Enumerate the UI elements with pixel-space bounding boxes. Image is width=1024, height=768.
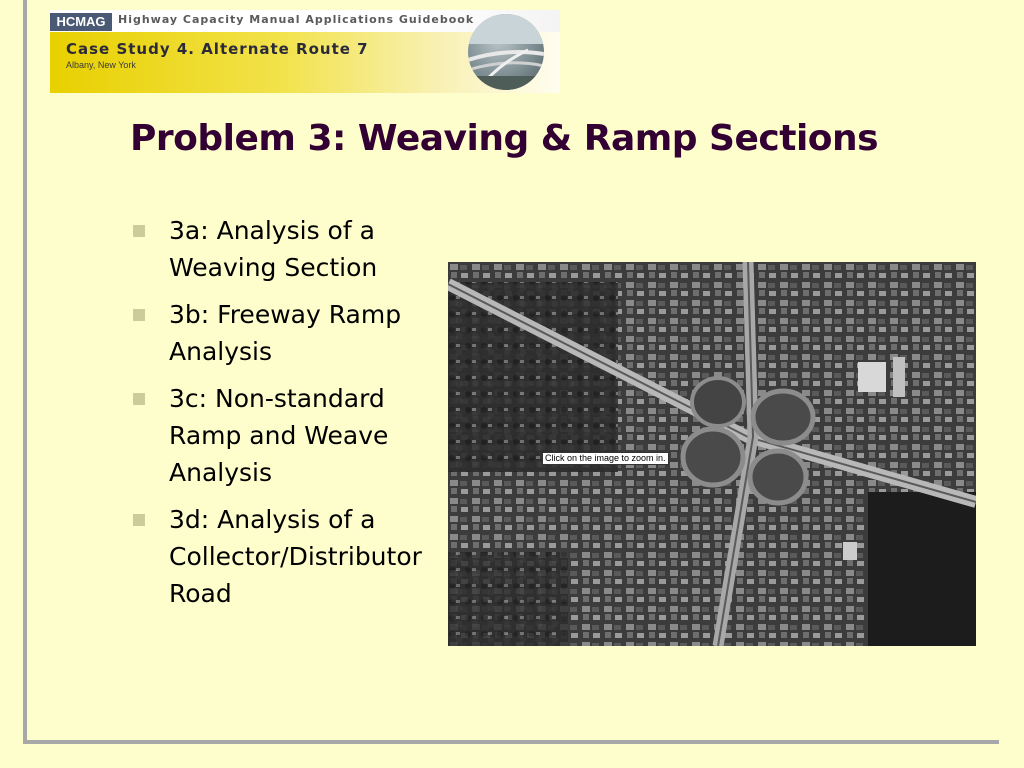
case-study-location: Albany, New York bbox=[66, 60, 136, 70]
bullet-line: Analysis bbox=[169, 337, 273, 366]
square-bullet-icon bbox=[133, 309, 145, 321]
header-banner bbox=[50, 10, 560, 93]
zoom-hint-label: Click on the image to zoom in. bbox=[542, 452, 669, 465]
square-bullet-icon bbox=[133, 225, 145, 237]
bullet-line: 3d: Analysis of a bbox=[169, 505, 376, 534]
guidebook-title: Highway Capacity Manual Applications Guidebook bbox=[118, 13, 475, 26]
list-item bbox=[133, 212, 453, 286]
bullet-line: 3a: Analysis of a bbox=[169, 216, 375, 245]
bullet-line: 3c: Non-standard bbox=[169, 384, 385, 413]
bullet-line: Road bbox=[169, 579, 232, 608]
case-study-title: Case Study 4. Alternate Route 7 bbox=[66, 40, 369, 58]
slide-frame-bottom bbox=[23, 740, 999, 744]
bullet-line: Analysis bbox=[169, 458, 273, 487]
slide-title: Problem 3: Weaving & Ramp Sections bbox=[130, 118, 879, 159]
aerial-interchange-image[interactable] bbox=[448, 262, 976, 646]
list-item bbox=[133, 296, 453, 370]
banner-highway-photo bbox=[468, 14, 544, 90]
hcmag-logo: HCMAG bbox=[50, 13, 112, 31]
aerial-photo-graphic bbox=[448, 262, 976, 646]
square-bullet-icon bbox=[133, 393, 145, 405]
square-bullet-icon bbox=[133, 514, 145, 526]
slide-frame-left bbox=[23, 0, 27, 744]
bullet-line: 3b: Freeway Ramp bbox=[169, 300, 402, 329]
list-item bbox=[133, 501, 453, 612]
bullet-line: Ramp and Weave bbox=[169, 421, 389, 450]
bullet-line: Collector/Distributor bbox=[169, 542, 422, 571]
list-item bbox=[133, 380, 453, 491]
problem-list bbox=[133, 212, 453, 622]
bullet-line: Weaving Section bbox=[169, 253, 378, 282]
